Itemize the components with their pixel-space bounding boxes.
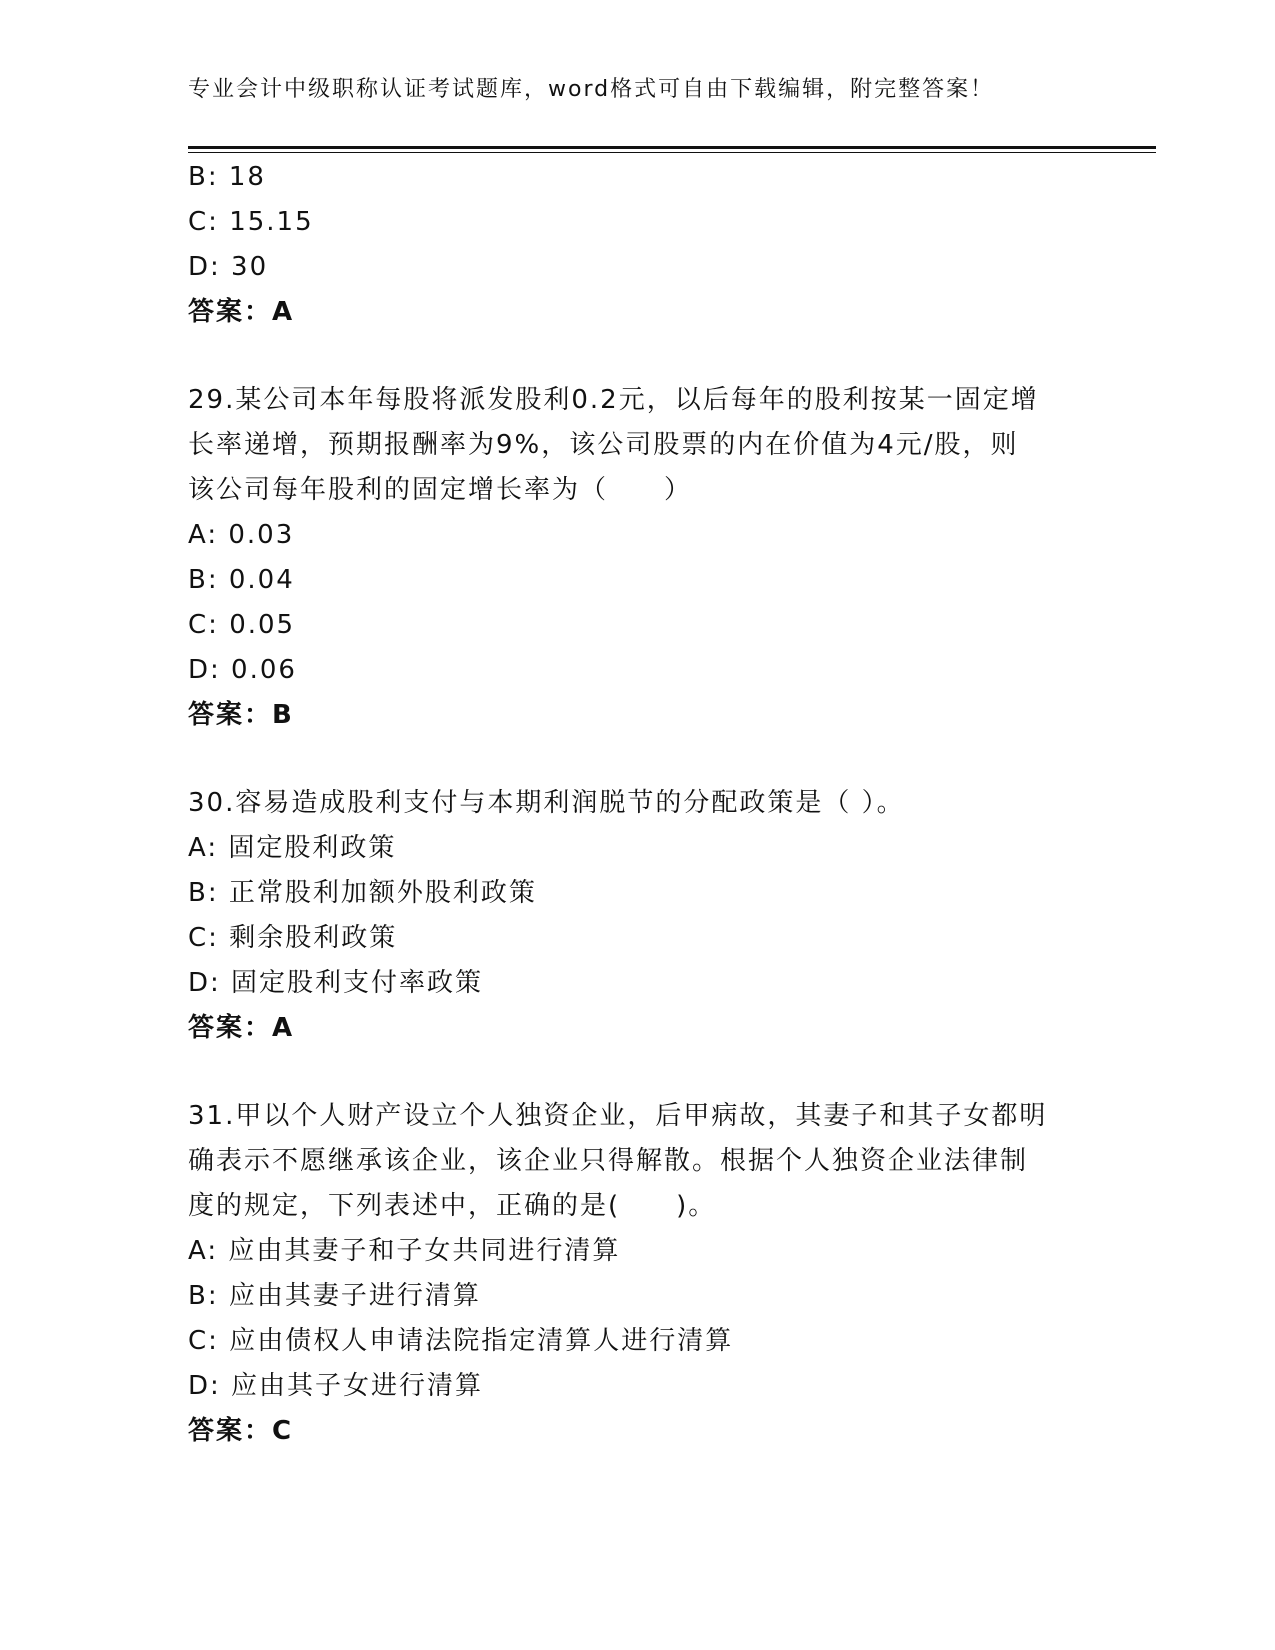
question-stem: 度的规定，下列表述中，正确的是( )。 — [188, 1191, 717, 1221]
option-line: D: 固定股利支付率政策 — [188, 968, 484, 998]
option-line: A: 0.03 — [188, 520, 295, 550]
option-line: B: 应由其妻子进行清算 — [188, 1281, 481, 1311]
answer-line: 答案：B — [188, 700, 294, 730]
question-stem: 确表示不愿继承该企业，该企业只得解散。根据个人独资企业法律制 — [188, 1146, 1029, 1176]
question-stem: 该公司每年股利的固定增长率为（ ） — [188, 475, 693, 505]
question-stem: 30.容易造成股利支付与本期利润脱节的分配政策是（ ）。 — [188, 788, 905, 818]
answer-line: 答案：A — [188, 297, 295, 327]
option-line: A: 固定股利政策 — [188, 833, 397, 863]
option-line: C: 15.15 — [188, 207, 314, 237]
question-stem: 29.某公司本年每股将派发股利0.2元，以后每年的股利按某一固定增 — [188, 385, 1039, 415]
option-line: D: 0.06 — [188, 655, 297, 685]
option-line: C: 0.05 — [188, 610, 296, 640]
option-line: D: 应由其子女进行清算 — [188, 1371, 484, 1401]
option-line: D: 30 — [188, 252, 269, 282]
page-header: 专业会计中级职称认证考试题库，word格式可自由下载编辑，附完整答案！ — [188, 77, 995, 102]
option-line: B: 0.04 — [188, 565, 295, 595]
option-line: C: 应由债权人申请法院指定清算人进行清算 — [188, 1326, 734, 1356]
option-line: C: 剩余股利政策 — [188, 923, 398, 953]
header-rule-thin — [188, 152, 1156, 153]
question-stem: 长率递增，预期报酬率为9%，该公司股票的内在价值为4元/股，则 — [188, 430, 1019, 460]
answer-line: 答案：C — [188, 1416, 294, 1446]
option-line: B: 正常股利加额外股利政策 — [188, 878, 537, 908]
option-line: A: 应由其妻子和子女共同进行清算 — [188, 1236, 621, 1266]
option-line: B: 18 — [188, 162, 266, 192]
question-stem: 31.甲以个人财产设立个人独资企业，后甲病故，其妻子和其子女都明 — [188, 1101, 1048, 1131]
answer-line: 答案：A — [188, 1013, 295, 1043]
header-rule-thick — [188, 146, 1156, 149]
